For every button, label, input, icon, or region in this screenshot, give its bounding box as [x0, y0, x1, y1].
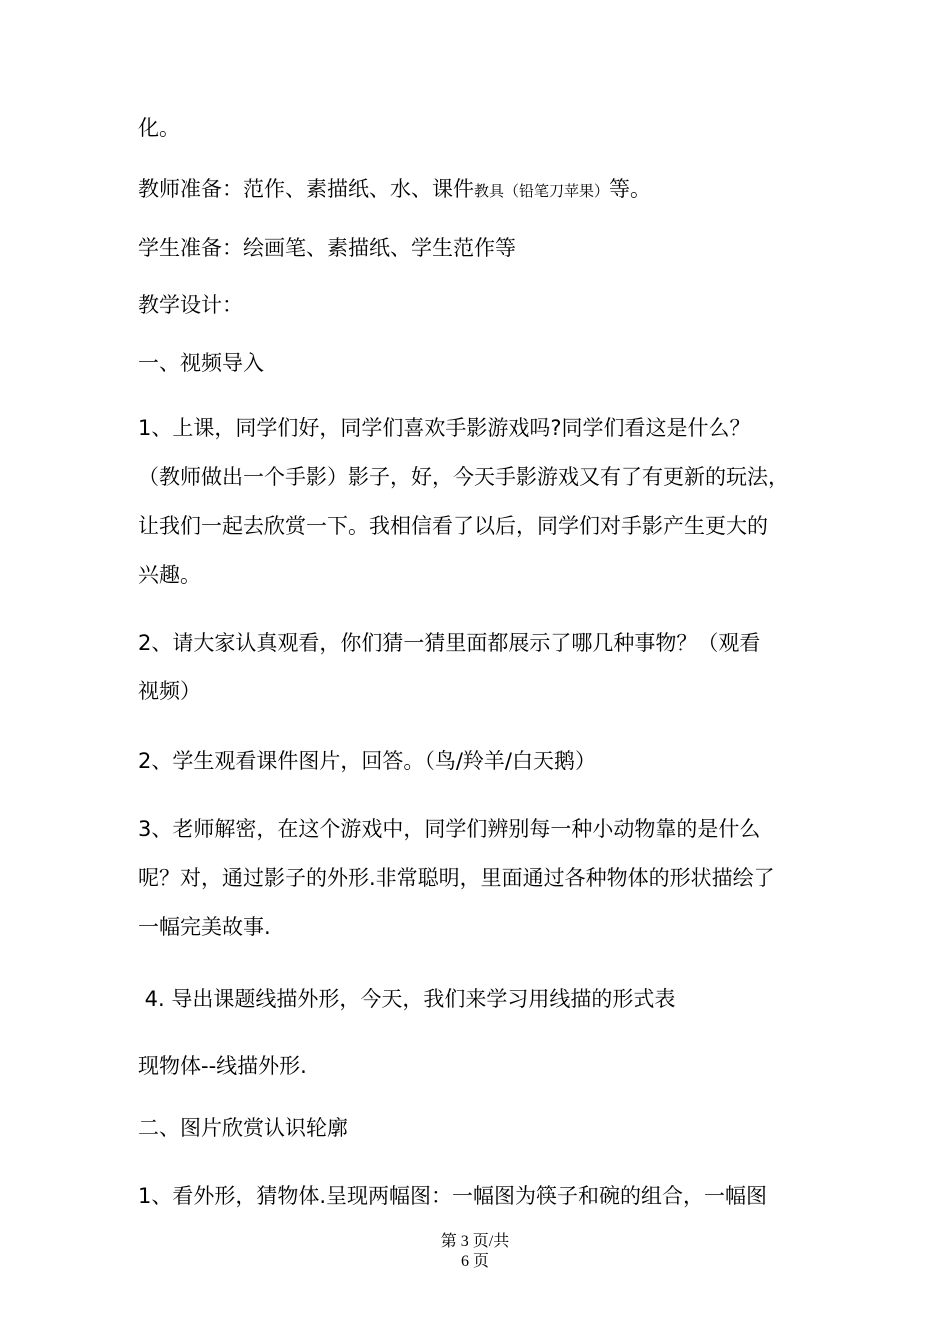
- text-line: 化。: [138, 116, 180, 140]
- text-line: 4. 导出课题线描外形，今天，我们来学习用线描的形式表: [138, 987, 676, 1011]
- teacher-prep-line: [138, 174, 651, 206]
- text-line: 视频）: [138, 679, 201, 703]
- teacher-prep-small: 教具（铅笔刀苹果）: [474, 182, 610, 200]
- text-line: 一幅完美故事.: [138, 915, 271, 939]
- text-line: 2、请大家认真观看，你们猜一猜里面都展示了哪几种事物？（观看: [138, 631, 761, 655]
- text-line: 现物体--线描外形.: [138, 1054, 307, 1078]
- text-line: 呢？对，通过影子的外形.非常聪明，里面通过各种物体的形状描绘了: [138, 866, 775, 890]
- text-line: （教师做出一个手影）影子，好，今天手影游戏又有了有更新的玩法，: [138, 465, 789, 489]
- section-heading: 一、视频导入: [138, 351, 264, 375]
- text-line: 教学设计：: [138, 293, 243, 317]
- teacher-prep-tail: 等。: [609, 177, 652, 201]
- page-number: 第 3 页/共: [440, 1233, 510, 1250]
- text-line: 2、学生观看课件图片，回答。（鸟/羚羊/白天鹅）: [138, 749, 597, 773]
- text-line: 兴趣。: [138, 563, 201, 587]
- text-line: 学生准备：绘画笔、素描纸、学生范作等: [138, 236, 516, 260]
- text-line: 3、老师解密，在这个游戏中，同学们辨别每一种小动物靠的是什么: [138, 817, 761, 841]
- section-heading: 二、图片欣赏认识轮廓: [138, 1116, 348, 1140]
- text-line: 1、看外形，猜物体.呈现两幅图：一幅图为筷子和碗的组合，一幅图: [138, 1184, 768, 1208]
- text-line: 让我们一起去欣赏一下。我相信看了以后，同学们对手影产生更大的: [138, 514, 768, 538]
- teacher-prep-text: 教师准备：范作、素描纸、水、课件: [138, 177, 474, 201]
- text-line: 1、上课，同学们好，同学们喜欢手影游戏吗?同学们看这是什么？: [138, 416, 751, 440]
- page-total: 6 页: [460, 1253, 489, 1270]
